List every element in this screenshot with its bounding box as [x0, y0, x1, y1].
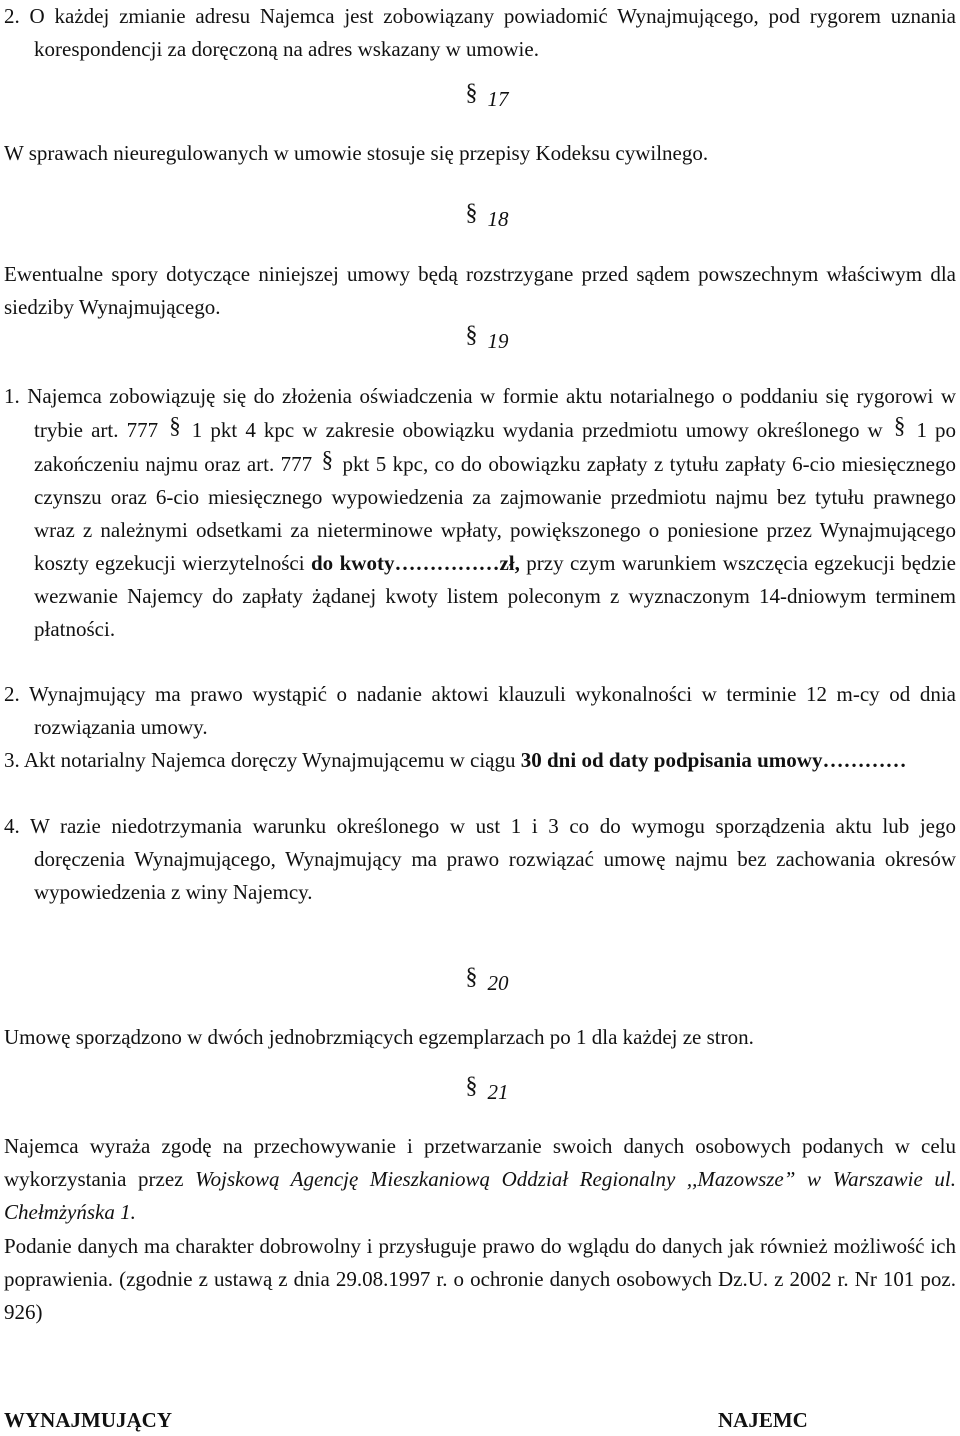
- agency-name: Wojskową Agencję Mieszkaniową Oddział Regionalny ,,Mazowsze” w Warszawie ul. Chełmżyńska 1.: [4, 1167, 956, 1224]
- point-1-part-d: pkt 5 kpc, co do obowiązku zapłaty z tytułu zapłaty 6-cio miesięcznego czynszu oraz 6-cio miesięcznego wypowiedzenia za zajmowanie przedmiotu najmu bez tytułu prawnego wraz z należnymi odsetkami za nieterminowe wpłaty, powiększonego o poniesione przez Wynajmującego koszty egzekucji wierzytelności: [34, 452, 957, 575]
- consent-text: Najemca wyraża zgodę na przechowywanie i przetwarzanie swoich danych osobowych podanych w celu wykorzystania przez: [4, 1134, 956, 1191]
- section-symbol-inline: §: [321, 447, 334, 472]
- section-number: 20: [487, 971, 509, 995]
- section-19-heading: [0, 322, 960, 356]
- point-3-text: 3. Akt notarialny Najemca doręczy Wynajmującemu w ciągu: [4, 748, 516, 772]
- section-21-consent: [4, 1130, 956, 1229]
- section-symbol: §: [465, 964, 478, 990]
- section-19-point-2: 2. Wynajmujący ma prawo wystąpić o nadanie aktowi klauzuli wykonalności w terminie 12 m-cy od dnia rozwiązania umowy.: [4, 682, 956, 739]
- section-number: 21: [487, 1080, 509, 1104]
- section-18-text: Ewentualne spory dotyczące niniejszej umowy będą rozstrzygane przed sądem powszechnym właściwym dla siedziby Wynajmującego.: [4, 262, 956, 319]
- section-20-text: Umowę sporządzono w dwóch jednobrzmiących egzemplarzach po 1 dla każdej ze stron.: [4, 1025, 754, 1049]
- section-17-heading: [0, 80, 960, 114]
- section-symbol-inline: §: [893, 413, 906, 438]
- point-1-part-c: 1 po zakończeniu najmu oraz art. 777: [34, 418, 957, 476]
- clause-2-address-change: [4, 0, 956, 66]
- section-19-point-4: 4. W razie niedotrzymania warunku określonego w ust 1 i 3 co do wymogu sporządzenia aktu lub jego doręczenia Wynajmującego, Wynajmujący ma prawo rozwiązać umowę najmu bez zachowania okresów wypowiedzenia z winy Najemcy.: [4, 814, 956, 904]
- section-19-point-1: [4, 380, 956, 646]
- signature-tenant: NAJEMC: [718, 1408, 808, 1432]
- signature-landlord: WYNAJMUJĄCY: [4, 1408, 172, 1432]
- section-number: 17: [487, 87, 509, 111]
- section-symbol-inline: §: [169, 413, 181, 438]
- section-symbol: §: [465, 200, 478, 226]
- point-1-part-e: przy czym warunkiem wszczęcia egzekucji będzie wezwanie Najemcy do zapłaty żądanej kwoty listem poleconym z wyznaczonym 14-dniowym terminem płatności.: [34, 551, 956, 641]
- section-21-heading: [0, 1073, 960, 1107]
- section-symbol: §: [465, 80, 478, 106]
- amount-placeholder: do kwoty……………zł,: [311, 551, 520, 575]
- section-number: 18: [487, 207, 509, 231]
- clause-2-text: 2. O każdej zmianie adresu Najemca jest zobowiązany powiadomić Wynajmującego, pod rygorem uznania korespondencji za doręczoną na adres wskazany w umowie.: [4, 4, 956, 61]
- section-21-data-info: Podanie danych ma charakter dobrowolny i przysługuje prawo do wglądu do danych jak również możliwość ich poprawienia. (zgodnie z ustawą z dnia 29.08.1997 r. o ochronie danych osobowych Dz.U. z 2002 r. Nr 101 poz. 926): [4, 1234, 956, 1324]
- point-3-deadline: 30 dni od daty podpisania umowy…………: [520, 748, 907, 772]
- point-1-part-a: 1. Najemca zobowiązuję się do złożenia oświadczenia w formie aktu notarialnego o poddaniu się rygorowi w trybie art. 777: [4, 384, 956, 442]
- section-19-point-3: [4, 744, 956, 777]
- section-17-text: W sprawach nieuregulowanych w umowie stosuje się przepisy Kodeksu cywilnego.: [4, 141, 709, 165]
- section-number: 19: [487, 329, 509, 353]
- section-18-heading: [0, 200, 960, 234]
- section-20-heading: [0, 964, 960, 998]
- section-symbol: §: [465, 322, 478, 348]
- section-symbol: §: [465, 1073, 478, 1099]
- point-1-part-b: 1 pkt 4 kpc w zakresie obowiązku wydania przedmiotu umowy określonego w: [191, 418, 883, 442]
